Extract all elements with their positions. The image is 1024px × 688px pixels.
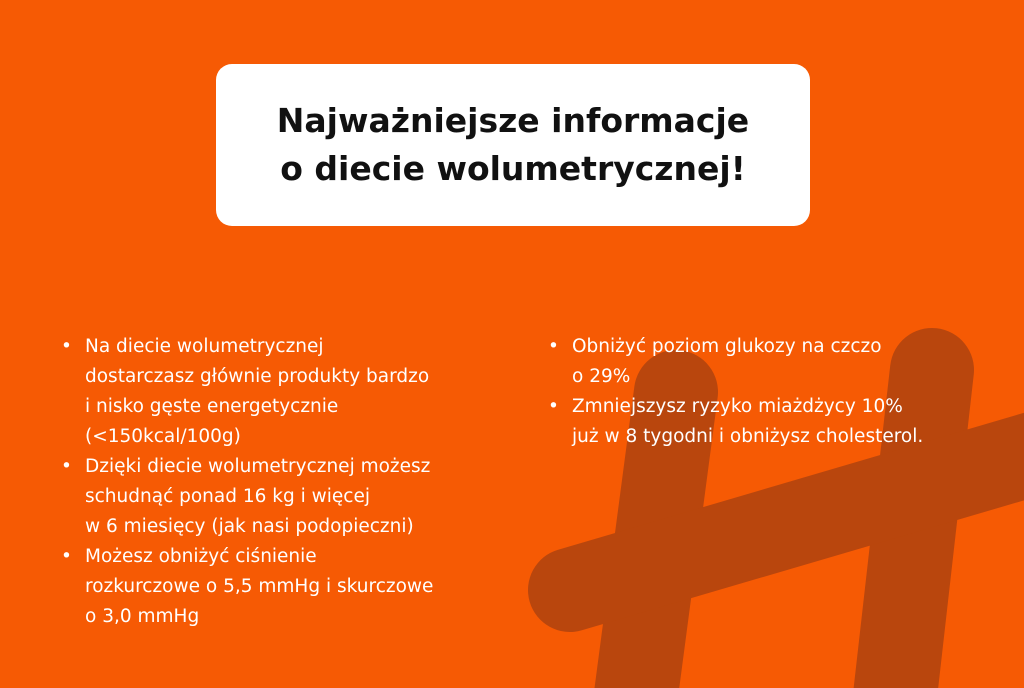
- list-item-line: • Dzięki diecie wolumetrycznej możesz: [85, 456, 431, 477]
- right-bullet-list: [548, 332, 1008, 452]
- list-item-line: • Na diecie wolumetrycznej: [85, 336, 324, 357]
- list-item-line: już w 8 tygodni i obniżysz cholesterol.: [572, 426, 924, 447]
- left-bullet-list: [61, 332, 531, 632]
- list-item: [548, 392, 1008, 452]
- list-item: [548, 332, 1008, 392]
- title-line-1: Najważniejsze informacje: [276, 101, 750, 140]
- list-item-line: (<150kcal/100g): [85, 426, 241, 447]
- title-line-2: o diecie wolumetrycznej!: [280, 149, 746, 188]
- list-item-line: o 29%: [572, 366, 631, 387]
- list-item-line: • Zmniejszysz ryzyko miażdżycy 10%: [572, 396, 903, 417]
- list-item-line: rozkurczowe o 5,5 mmHg i skurczowe: [85, 576, 434, 597]
- list-item-line: • Obniżyć poziom glukozy na czczo: [572, 336, 882, 357]
- list-item-line: dostarczasz głównie produkty bardzo: [85, 366, 430, 387]
- list-item-line: schudnąć ponad 16 kg i więcej: [85, 486, 370, 507]
- list-item-line: • Możesz obniżyć ciśnienie: [85, 546, 317, 567]
- list-item: [61, 452, 531, 542]
- list-item-line: i nisko gęste energetycznie: [85, 396, 339, 417]
- list-item: [61, 332, 531, 452]
- page-title: [277, 97, 749, 193]
- list-item-line: o 3,0 mmHg: [85, 606, 200, 627]
- list-item-line: w 6 miesięcy (jak nasi podopieczni): [85, 516, 414, 537]
- title-card: [216, 64, 810, 226]
- list-item: [61, 542, 531, 632]
